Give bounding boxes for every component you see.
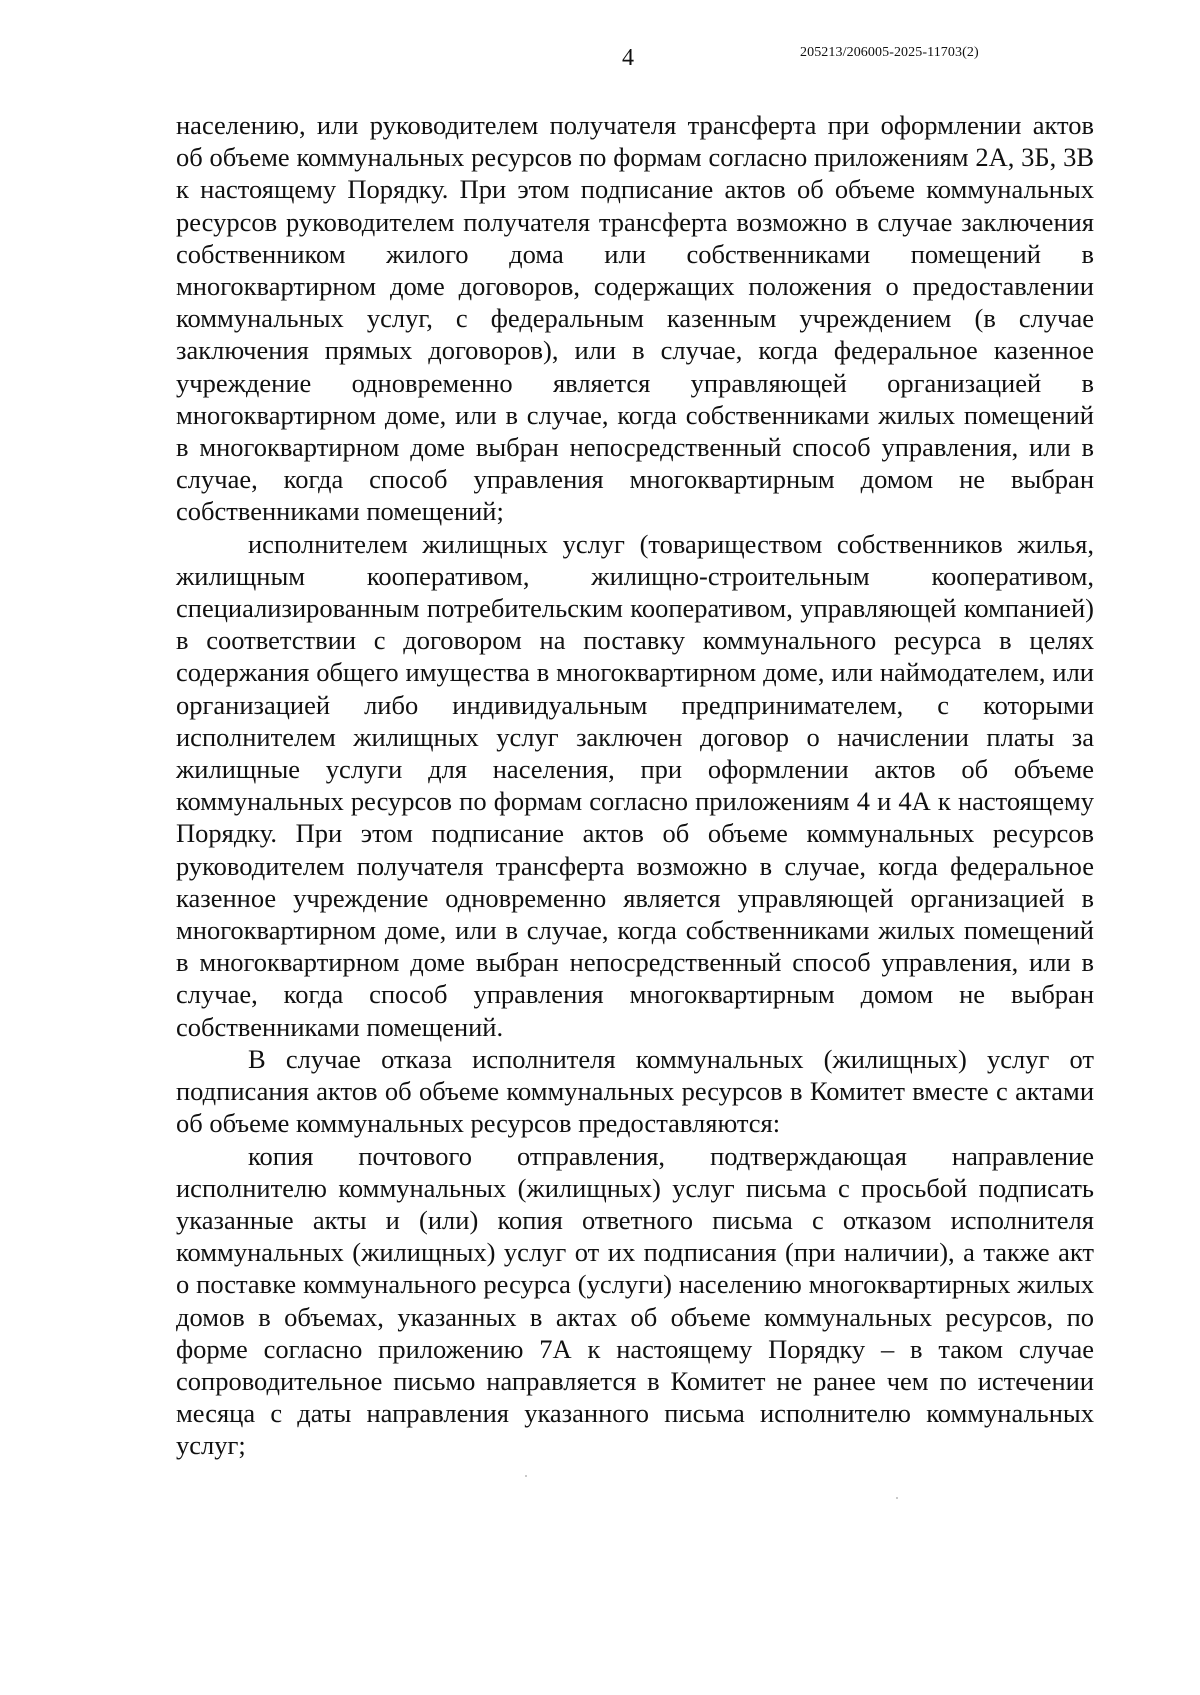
paragraph-postal-copy: копия почтового отправления, подтверждающая направление исполнителю коммунальных (жилищных) услуг письма с просьбой подписать указанные акты и (или) копия ответного письма с отказом исполнителя коммунальных (жилищных) услуг от их подписания (при наличии), а также акт о поставке коммунального ресурса (услуги) населению многоквартирных жилых домов в объемах, указанных в актах об объеме коммунальных ресурсов, по форме согласно приложению 7А к настоящему Порядку – в таком случае сопроводительное письмо направляется в Комитет не ранее чем по истечении месяца с даты направления указанного письма исполнителю коммунальных услуг; (176, 1140, 1094, 1461)
document-id: 205213/206005-2025-11703(2) (800, 45, 979, 60)
scan-speck (525, 1475, 527, 1477)
page-number: 4 (622, 45, 634, 71)
paragraph-refusal-case: В случае отказа исполнителя коммунальных (жилищных) услуг от подписания актов об объеме коммунальных ресурсов в Комитет вместе с актами об объеме коммунальных ресурсов предоставляются: (176, 1043, 1094, 1139)
scan-speck (896, 1497, 898, 1499)
document-body (176, 109, 1094, 1462)
paragraph-housing-services-executor: исполнителем жилищных услуг (товариществом собственников жилья, жилищным кооперативом, жилищно-строительным кооперативом, специализированным потребительским кооперативом, управляющей компанией) в соответствии с договором на поставку коммунального ресурса в целях содержания общего имущества в многоквартирном доме, или наймодателем, или организацией либо индивидуальным предпринимателем, с которыми исполнителем жилищных услуг заключен договор о начислении платы за жилищные услуги для населения, при оформлении актов об объеме коммунальных ресурсов по формам согласно приложениям 4 и 4А к настоящему Порядку. При этом подписание актов об объеме коммунальных ресурсов руководителем получателя трансферта возможно в случае, когда федеральное казенное учреждение одновременно является управляющей организацией в многоквартирном доме, или в случае, когда собственниками жилых помещений в многоквартирном доме выбран непосредственный способ управления, или в случае, когда способ управления многоквартирным домом не выбран собственниками помещений. (176, 528, 1094, 1042)
paragraph-continuation: населению, или руководителем получателя трансферта при оформлении актов об объеме коммунальных ресурсов по формам согласно приложениям 2А, 3Б, 3В к настоящему Порядку. При этом подписание актов об объеме коммунальных ресурсов руководителем получателя трансферта возможно в случае заключения собственником жилого дома или собственниками помещений в многоквартирном доме договоров, содержащих положения о предоставлении коммунальных услуг, с федеральным казенным учреждением (в случае заключения прямых договоров), или в случае, когда федеральное казенное учреждение одновременно является управляющей организацией в многоквартирном доме, или в случае, когда собственниками жилых помещений в многоквартирном доме выбран непосредственный способ управления, или в случае, когда способ управления многоквартирным домом не выбран собственниками помещений; (176, 110, 1094, 527)
